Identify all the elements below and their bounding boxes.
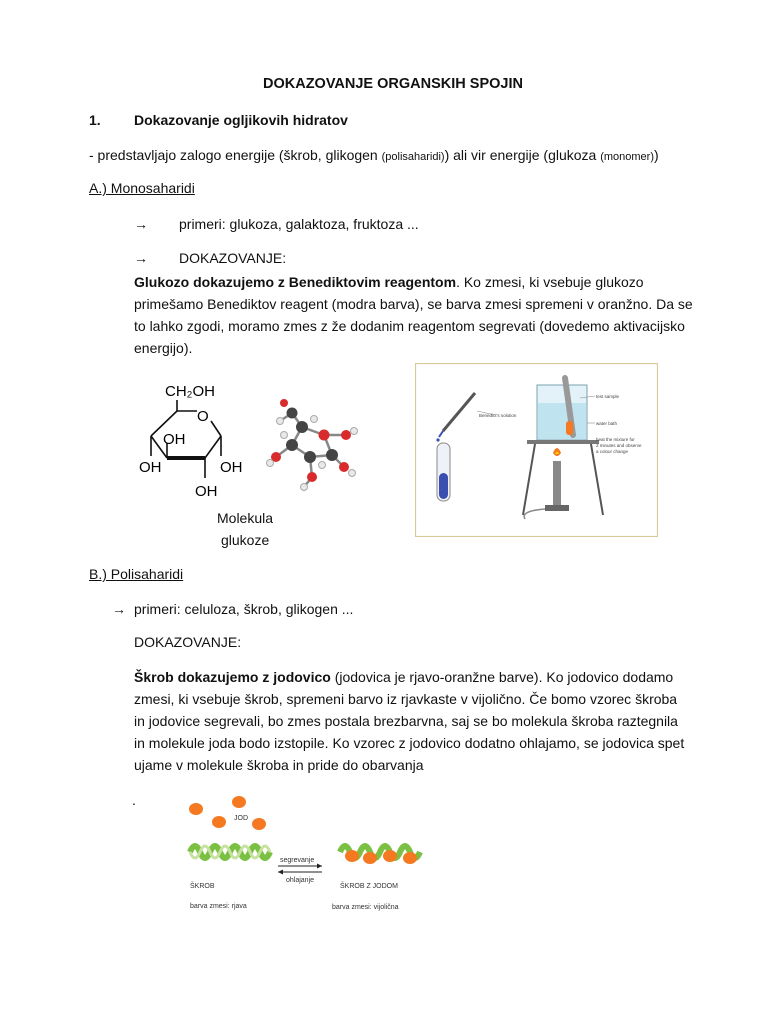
oh-label: OH bbox=[195, 483, 218, 500]
ring-oxygen-label: O bbox=[197, 408, 209, 425]
oh-label: OH bbox=[220, 459, 243, 476]
intro-text-3: ) bbox=[654, 147, 659, 163]
arrow-icon: → bbox=[134, 250, 148, 266]
glucose-structure bbox=[135, 378, 245, 503]
section-b-heading: B.) Polisaharidi bbox=[89, 566, 184, 582]
examples-b: primeri: celuloza, škrob, glikogen ... bbox=[134, 601, 354, 617]
starch-iodine-label: ŠKROB Z JODOM bbox=[340, 883, 398, 890]
heat-label-1: heat the mixture for bbox=[596, 437, 635, 442]
section-number: 1. bbox=[89, 112, 101, 128]
section-heading: Dokazovanje ogljikovih hidratov bbox=[134, 112, 348, 128]
proof-paragraph-b bbox=[134, 666, 689, 776]
reagent-label: Benedict's solution bbox=[479, 413, 517, 418]
arrow-icon: → bbox=[134, 216, 148, 232]
benedict-lab-illustration bbox=[415, 363, 658, 537]
glucose-caption-line1: Molekula bbox=[217, 510, 274, 526]
starch-iodine-diagram bbox=[180, 790, 430, 915]
examples-a: primeri: glukoza, galaktoza, fruktoza ... bbox=[179, 216, 419, 232]
heat-label-2: 2 minutes and observe bbox=[596, 443, 642, 448]
proof-bold-a: Glukozo dokazujemo z Benediktovim reagentom bbox=[134, 274, 457, 290]
bath-label: water bath bbox=[596, 421, 618, 426]
glucose-ball-model bbox=[262, 395, 362, 495]
oh-label: OH bbox=[163, 431, 186, 448]
starch-iodine-color-label: barva zmesi: vijolična bbox=[332, 904, 399, 911]
oh-label: OH bbox=[139, 459, 162, 476]
cooling-label: ohlajanje bbox=[286, 877, 315, 884]
sample-label: test sample bbox=[596, 394, 620, 399]
starch-label: ŠKROB bbox=[190, 883, 215, 890]
intro-small-2: (monomer) bbox=[600, 151, 655, 163]
page-title: DOKAZOVANJE ORGANSKIH SPOJIN bbox=[263, 76, 523, 92]
stray-dot: . bbox=[132, 792, 136, 808]
section-a-heading: A.) Monosaharidi bbox=[89, 180, 195, 196]
ch2oh-label: CH₂OH bbox=[165, 383, 215, 400]
proof-label-b: DOKAZOVANJE: bbox=[134, 634, 242, 650]
intro-line bbox=[89, 147, 659, 163]
intro-small-1: (polisaharidi) bbox=[381, 151, 445, 163]
proof-label-a: DOKAZOVANJE: bbox=[179, 250, 287, 266]
proof-text-a: . Ko zmesi, ki vsebuje glukozo primešamo Benediktov reagent (modra barva), se barva zmesi spremeni v oranžno. Da se to lahko zgodi, moramo zmes z že dodanim reagentom segrevati (dovedemo aktivacijsko energijo). bbox=[134, 274, 693, 356]
starch-color-label: barva zmesi: rjava bbox=[190, 903, 247, 910]
intro-text-1: - predstavljajo zalogo energije (škrob, glikogen bbox=[89, 147, 382, 163]
heat-label-3: a colour change bbox=[596, 449, 629, 454]
heating-label: segrevanje bbox=[280, 857, 315, 864]
glucose-caption-line2: glukoze bbox=[221, 532, 270, 548]
proof-text-b: (jodovica je rjavo-oranžne barve). Ko jodovico dodamo zmesi, ki vsebuje škrob, spremeni barvo iz rjavkaste v vijolično. Če bomo vzorec škroba in jodovice segrevali, bo zmes postala brezbarvna, saj se bo molekula škroba raztegnila in molekule joda bodo izstopile. Ko vzorec z jodovico dodatno ohlajamo, se jodovica spet ujame v molekule škroba in pride do obarvanja bbox=[134, 669, 685, 773]
proof-bold-b: Škrob dokazujemo z jodovico bbox=[134, 669, 331, 685]
arrow-icon: → bbox=[112, 601, 126, 617]
iodine-label: JOD bbox=[234, 815, 248, 822]
intro-text-2: ) ali vir energije (glukoza bbox=[444, 147, 601, 163]
proof-paragraph-a bbox=[134, 271, 694, 359]
